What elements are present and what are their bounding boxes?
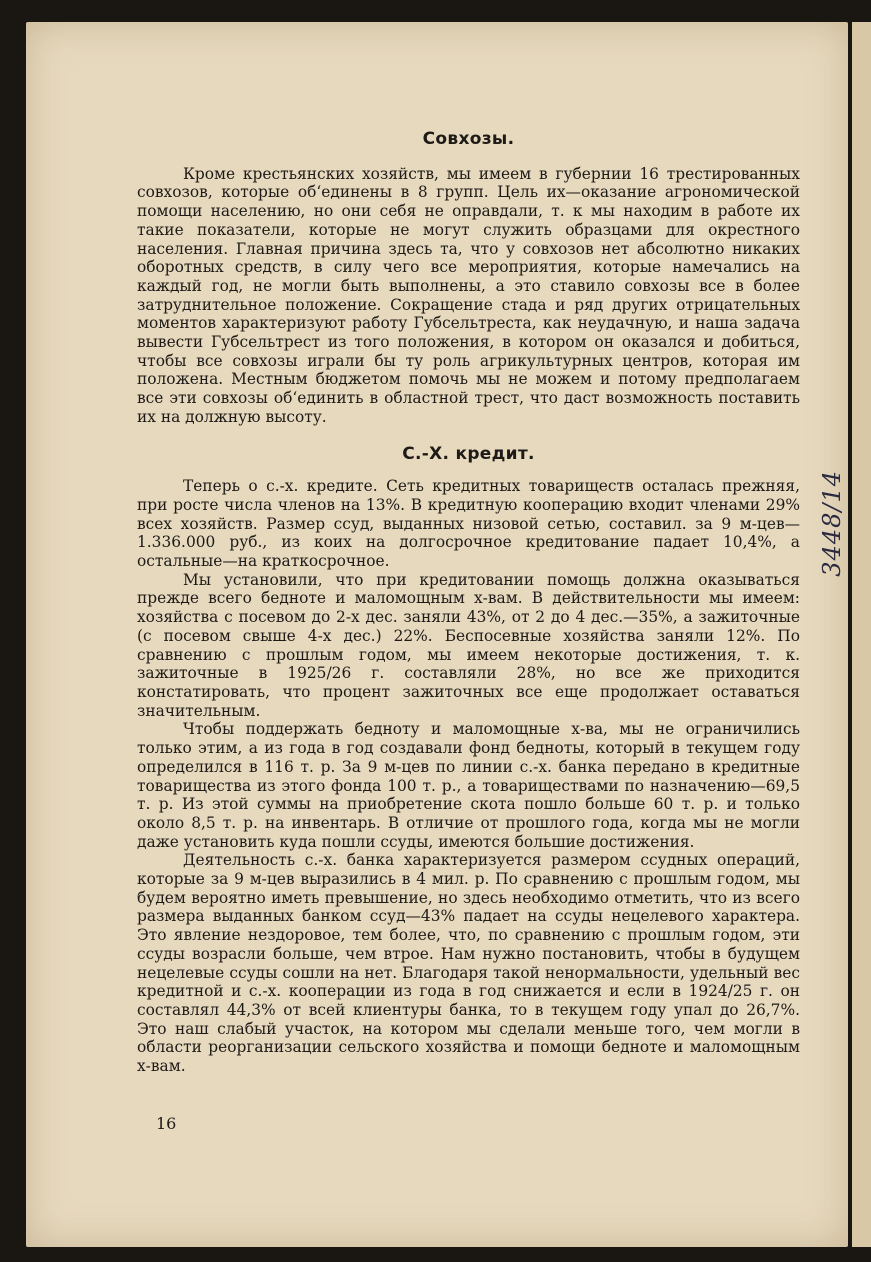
handwritten-margin-note: 3448/14 (818, 470, 846, 577)
paragraph-credit-4: Деятельность с.-х. банка характеризуется размером ссудных операций, которые за 9 м-цев выразились в 4 мил. р. По сравнению с прошлым годом, мы будем вероятно иметь превышение, но здесь необходимо отметить, что из всего размера выданных банком ссуд—43% падает на ссуды нецелевого характера. Это явление нездоровое, тем более, что, по сравнению с прошлым годом, эти ссуды возрасли больше, чем втрое. Нам нужно постановить, чтобы в будущем нецелевые ссуды сошли на нет. Благодаря такой ненормальности, удельный вес кредитной и с.-х. кооперации из года в год снижается и если в 1924/25 г. он составлял 44,3% от всей клиентуры банка, то в текущем году упал до 26,7%. Это наш слабый участок, на котором мы сделали меньше того, чем могли в области реорганизации сельского хозяйства и помощи бедноте и маломощным х-вам. (137, 851, 800, 1076)
page-content (137, 130, 800, 1076)
paragraph-sovkhozy: Кроме крестьянских хозяйств, мы имеем в губернии 16 трестированных совхозов, которые об‘единены в 8 групп. Цель их—оказание агрономической помощи населению, но они себя не оправдали, т. к мы находим в работе их такие показатели, которые не могут служить образцами для окрестного населения. Главная причина здесь та, что у совхозов нет абсолютно никаких оборотных средств, в силу чего все мероприятия, которые намечались на каждый год, не могли быть выполнены, а это ставило совхозы все в более затруднительное положение. Сокращение стада и ряд других отрицательных моментов характеризуют работу Губсельтреста, как неудачную, и наша задача вывести Губсельтрест из того положения, в котором он оказался и добиться, чтобы все совхозы играли бы ту роль агрикультурных центров, которая им положена. Местным бюджетом помочь мы не можем и потому предполагаем все эти совхозы об‘единить в областной трест, что даст возможность поставить их на должную высоту. (137, 164, 800, 426)
section-heading-sovkhozy: Совхозы. (422, 129, 515, 149)
adjacent-page-edge (852, 22, 871, 1247)
paragraph-credit-2: Мы установили, что при кредитовании помощь должна оказываться прежде всего бедноте и маломощным х-вам. В действительности мы имеем: хозяйства с посевом до 2-х дес. заняли 43%, от 2 до 4 дес.—35%, а зажиточные (с посевом свыше 4-х дес.) 22%. Беспосевные хозяйства заняли 12%. По сравнению с прошлым годом, мы имеем некоторые достижения, т. к. зажиточные в 1925/26 г. составляли 28%, но все же приходится констатировать, что процент зажиточных все еще продолжает оставаться значительным. (137, 570, 800, 720)
paragraph-credit-1: Теперь о с.-х. кредите. Сеть кредитных товариществ осталась прежняя, при росте числа членов на 13%. В кредитную кооперацию входит членами 29% всех хозяйств. Размер ссуд, выданных низовой сетью, составил. за 9 м-цев—1.336.000 руб., из коих на долгосрочное кредитование падает 10,4%, а остальные—на краткосрочное. (137, 477, 800, 571)
section-heading-credit: С.-Х. кредит. (402, 443, 535, 464)
page-number: 16 (156, 1114, 177, 1133)
paragraph-credit-3: Чтобы поддержать бедноту и маломощные х-ва, мы не ограничились только этим, а из года в год создавали фонд бедноты, который в текущем году определился в 116 т. р. За 9 м-цев по линии с.-х. банка передано в кредитные товарищества из этого фонда 100 т. р., а товариществами по назначению—69,5 т. р. Из этой суммы на приобретение скота пошло больше 60 т. р. и только около 8,5 т. р. на инвентарь. В отличие от прошлого года, когда мы не могли даже установить куда пошли ссуды, имеются большие достижения. (137, 720, 800, 851)
